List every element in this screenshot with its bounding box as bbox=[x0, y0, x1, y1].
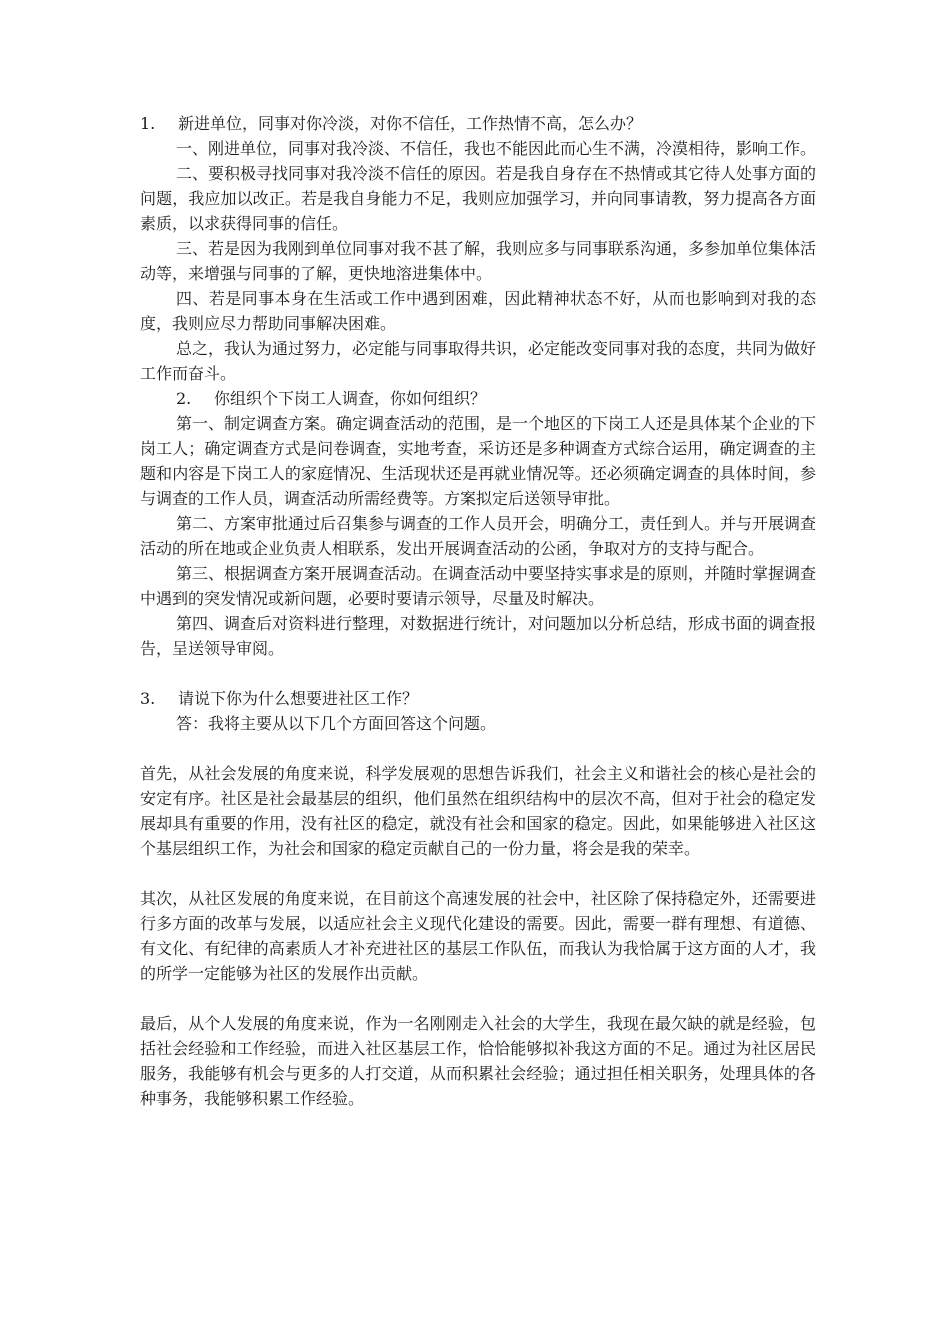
question-3 bbox=[140, 686, 816, 711]
question-3-text: 请说下你为什么想要进社区工作？ bbox=[178, 689, 419, 708]
q3-answer-intro: 答：我将主要从以下几个方面回答这个问题。 bbox=[176, 714, 497, 733]
q2-paragraph-2: 第二、方案审批通过后召集参与调查的工作人员开会，明确分工，责任到人。并与开展调查活动的所在地或企业负责人相联系，发出开展调查活动的公函，争取对方的支持与配合。 bbox=[140, 514, 817, 558]
q1-paragraph-2: 二、要积极寻找同事对我冷淡不信任的原因。若是我自身存在不热情或其它待人处事方面的问题，我应加以改正。若是我自身能力不足，我则应加强学习，并向同事请教，努力提高各方面素质，以求获得同事的信任。 bbox=[140, 164, 817, 233]
question-3-number: 3. bbox=[140, 689, 156, 708]
q3-paragraph-3: 最后，从个人发展的角度来说，作为一名刚刚走入社会的大学生，我现在最欠缺的就是经验，包括社会经验和工作经验，而进入社区基层工作，恰恰能够拟补我这方面的不足。通过为社区居民服务，我能够有机会与更多的人打交道，从而积累社会经验；通过担任相关职务，处理具体的各种事务，我能够积累工作经验。 bbox=[140, 1014, 816, 1108]
question-1 bbox=[140, 111, 816, 136]
q1-paragraph-3: 三、若是因为我刚到单位同事对我不甚了解，我则应多与同事联系沟通，多参加单位集体活动等，来增强与同事的了解，更快地溶进集体中。 bbox=[140, 239, 817, 283]
question-2-text: 你组织个下岗工人调查，你如何组织？ bbox=[214, 389, 487, 408]
spacer bbox=[140, 986, 816, 1011]
q1-paragraph-5: 总之，我认为通过努力，必定能与同事取得共识，必定能改变同事对我的态度，共同为做好工作而奋斗。 bbox=[140, 339, 817, 383]
document-page bbox=[140, 111, 816, 1111]
spacer bbox=[140, 661, 816, 686]
q1-paragraph-4: 四、若是同事本身在生活或工作中遇到困难，因此精神状态不好，从而也影响到对我的态度，我则应尽力帮助同事解决困难。 bbox=[140, 289, 816, 333]
q2-paragraph-4: 第四、调查后对资料进行整理，对数据进行统计，对问题加以分析总结，形成书面的调查报告，呈送领导审阅。 bbox=[140, 614, 817, 658]
q3-paragraph-1: 首先，从社会发展的角度来说，科学发展观的思想告诉我们，社会主义和谐社会的核心是社会的安定有序。社区是社会最基层的组织，他们虽然在组织结构中的层次不高，但对于社会的稳定发展却具有重要的作用，没有社区的稳定，就没有社会和国家的稳定。因此，如果能够进入社区这个基层组织工作，为社会和国家的稳定贡献自己的一份力量，将会是我的荣幸。 bbox=[140, 764, 816, 858]
question-1-number: 1. bbox=[140, 114, 156, 133]
question-2-number: 2. bbox=[176, 389, 192, 408]
q2-paragraph-3: 第三、根据调查方案开展调查活动。在调查活动中要坚持实事求是的原则，并随时掌握调查中遇到的突发情况或新问题，必要时要请示领导，尽量及时解决。 bbox=[140, 564, 817, 608]
spacer bbox=[140, 736, 816, 761]
q3-paragraph-2: 其次，从社区发展的角度来说，在目前这个高速发展的社会中，社区除了保持稳定外，还需要进行多方面的改革与发展，以适应社会主义现代化建设的需要。因此，需要一群有理想、有道德、有文化、有纪律的高素质人才补充进社区的基层工作队伍，而我认为我恰属于这方面的人才，我的所学一定能够为社区的发展作出贡献。 bbox=[140, 889, 816, 983]
q2-paragraph-1: 第一、制定调查方案。确定调查活动的范围，是一个地区的下岗工人还是具体某个企业的下岗工人；确定调查方式是问卷调查，实地考查，采访还是多种调查方式综合运用，确定调查的主题和内容是下岗工人的家庭情况、生活现状还是再就业情况等。还必须确定调查的具体时间，参与调查的工作人员，调查活动所需经费等。方案拟定后送领导审批。 bbox=[140, 414, 817, 508]
spacer bbox=[140, 861, 816, 886]
q1-paragraph-1: 一、刚进单位，同事对我冷淡、不信任，我也不能因此而心生不满，冷漠相待，影响工作。 bbox=[176, 139, 817, 158]
question-1-text: 新进单位，同事对你冷淡，对你不信任，工作热情不高，怎么办？ bbox=[178, 114, 643, 133]
question-2 bbox=[140, 386, 816, 411]
